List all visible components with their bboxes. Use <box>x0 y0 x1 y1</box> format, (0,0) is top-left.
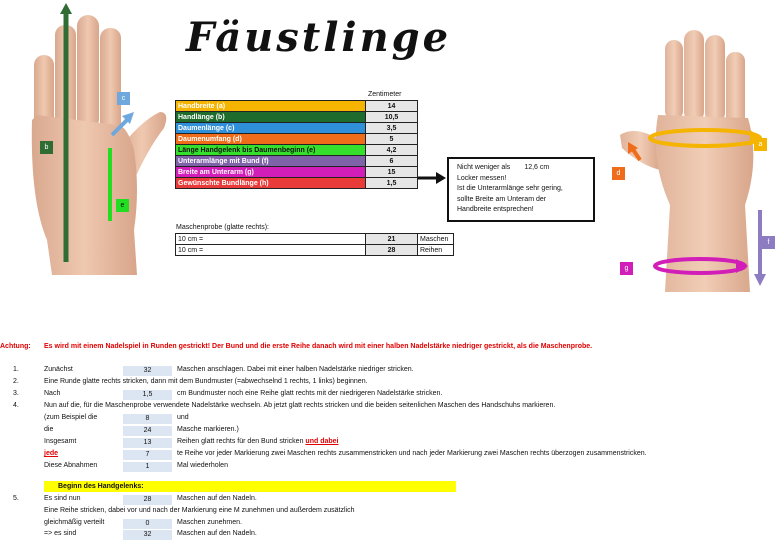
step-number: 3. <box>13 390 19 397</box>
step-number: 4. <box>13 402 19 409</box>
value-cell[interactable]: 1 <box>123 462 172 472</box>
step-text: Reihen glatt rechts für den Bund stricken und dabei <box>177 438 339 445</box>
step-text: Nach <box>44 390 61 397</box>
step-text: Eine Runde glatte rechts stricken, dann mit dem Bundmuster (=abwechselnd 1 rechts, 1 links) beginnen. <box>44 378 368 385</box>
step-text: Zunächst <box>44 366 73 373</box>
value-cell[interactable]: 1,5 <box>123 390 172 400</box>
measure-value[interactable]: 14 <box>366 101 418 112</box>
measure-table <box>175 100 418 189</box>
measure-label: Daumenlänge (c) <box>176 123 366 134</box>
section-highlight: Beginn des Handgelenks: <box>44 481 456 492</box>
step-text: Diese Abnahmen <box>44 462 98 469</box>
step-number: 1. <box>13 366 19 373</box>
table-row <box>176 123 418 134</box>
tag-c: c <box>117 92 130 105</box>
measure-label: Breite am Unterarm (g) <box>176 167 366 178</box>
measure-label: Handlänge (b) <box>176 112 366 123</box>
note-box <box>447 157 595 222</box>
step-number: 5. <box>13 495 19 502</box>
step-text: Maschen anschlagen. Dabei mit einer halben Nadelstärke niedriger stricken. <box>177 366 414 373</box>
step-text: und <box>177 414 189 421</box>
step-text: Es sind nun <box>44 495 81 502</box>
table-row <box>176 134 418 145</box>
warning-text: Es wird mit einem Nadelspiel in Runden gestrickt! Der Bund und die erste Reihe danach wird mit einer halben Nadelstärke niedriger gestrickt, als die Maschenprobe. <box>44 343 593 350</box>
step-text: Mal wiederholen <box>177 462 228 469</box>
tag-d: d <box>612 167 625 180</box>
step-text: Insgesamt <box>44 438 77 445</box>
probe-cell: 10 cm = <box>176 245 366 256</box>
left-hand-illustration <box>22 0 172 275</box>
table-row <box>176 167 418 178</box>
note-line-1: Nicht weniger als 12,6 cm <box>457 164 550 171</box>
page-title: Fäustlinge <box>186 14 452 61</box>
measure-value[interactable]: 5 <box>366 134 418 145</box>
measure-label: Unterarmlänge mit Bund (f) <box>176 156 366 167</box>
table-row <box>176 245 454 256</box>
probe-value: 28 <box>366 245 418 256</box>
emphasis-text: und dabei <box>305 438 339 445</box>
value-cell[interactable]: 0 <box>123 519 172 529</box>
table-row <box>176 156 418 167</box>
step-text: te Reihe vor jeder Markierung zwei Maschen rechts zusammenstricken und nach jeder Markierung zwei Maschen rechts überzogen zusammenstricken. <box>177 450 647 457</box>
table-row <box>176 234 454 245</box>
maschenprobe-table <box>175 233 454 256</box>
step-text: Maschen auf den Nadeln. <box>177 530 257 537</box>
step-text: Maschen zunehmen. <box>177 519 242 526</box>
measure-label: Gewünschte Bundlänge (h) <box>176 178 366 189</box>
measure-label: Daumenumfang (d) <box>176 134 366 145</box>
value-cell[interactable]: 24 <box>123 426 172 436</box>
value-cell[interactable]: 28 <box>123 495 172 505</box>
probe-cell: 10 cm = <box>176 234 366 245</box>
tag-f: f <box>762 236 775 249</box>
right-hand-illustration <box>610 30 779 292</box>
note-line-4: sollte Breite am Unteram der <box>457 195 547 203</box>
probe-value: 21 <box>366 234 418 245</box>
step-text: Nun auf die, für die Maschenprobe verwendete Nadelstärke wechseln. Ab jetzt glatt rechts stricken und die beiden seitenlichen Maschen des Handschuhs markieren. <box>44 402 556 409</box>
probe-unit: Maschen <box>418 234 454 245</box>
step-text: (zum Beispiel die <box>44 414 98 421</box>
measure-label: Länge Handgelenk bis Daumenbeginn (e) <box>176 145 366 156</box>
tag-g: g <box>620 262 633 275</box>
warning-label: Achtung: <box>0 343 31 350</box>
table-row <box>176 178 418 189</box>
note-line-5: Handbreite entsprechen! <box>457 206 534 213</box>
tag-a: a <box>754 138 767 151</box>
measure-value[interactable]: 1,5 <box>366 178 418 189</box>
measure-value[interactable]: 4,2 <box>366 145 418 156</box>
step-number: 2. <box>13 378 19 385</box>
value-cell[interactable]: 32 <box>123 366 172 376</box>
note-line-3: Ist die Unterarmlänge sehr gering, <box>457 185 563 192</box>
measure-value[interactable]: 15 <box>366 167 418 178</box>
measure-value[interactable]: 10,5 <box>366 112 418 123</box>
note-line-2: Locker messen! <box>457 174 507 182</box>
step-text: Masche markieren.) <box>177 426 239 433</box>
table-row <box>176 112 418 123</box>
step-text: cm Bundmuster noch eine Reihe glatt rechts mit der niedrigeren Nadelstärke stricken. <box>177 390 443 397</box>
step-text: Maschen auf den Nadeln. <box>177 495 257 502</box>
step-text: die <box>44 426 54 433</box>
maschenprobe-label: Maschenprobe (glatte rechts): <box>176 224 269 231</box>
emphasis-text: jede <box>44 450 59 457</box>
value-cell[interactable]: 7 <box>123 450 172 460</box>
tag-b: b <box>40 141 53 154</box>
measure-label: Handbreite (a) <box>176 101 366 112</box>
table-row <box>176 101 418 112</box>
step-text: gleichmäßig verteilt <box>44 519 105 526</box>
measure-header: Zentimeter <box>368 91 402 98</box>
warning-line <box>0 343 592 350</box>
right-arrow-icon <box>418 171 446 185</box>
value-cell[interactable]: 32 <box>123 530 172 540</box>
step-text: => es sind <box>44 530 77 537</box>
measure-value[interactable]: 6 <box>366 156 418 167</box>
probe-unit: Reihen <box>418 245 454 256</box>
value-cell[interactable]: 13 <box>123 438 172 448</box>
value-cell[interactable]: 8 <box>123 414 172 424</box>
tag-e: e <box>116 199 129 212</box>
step-text: Eine Reihe stricken, dabei vor und nach der Markierung eine M zunehmen und außerdem zusätzlich <box>44 507 355 514</box>
table-row <box>176 145 418 156</box>
measure-value[interactable]: 3,5 <box>366 123 418 134</box>
